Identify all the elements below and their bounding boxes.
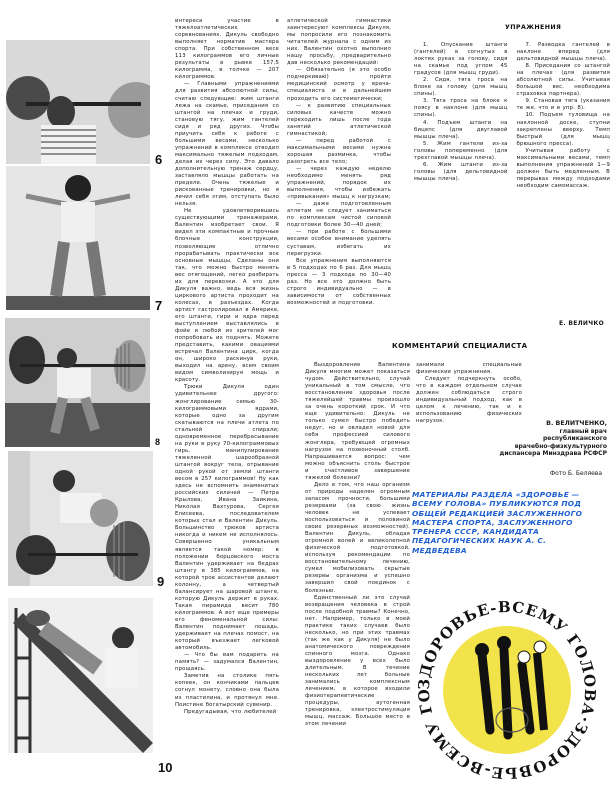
- commentary-paragraph: Следует подчеркнуть особо, что в каждом отдельном случае должен соблюдаться строго индивидуальный подход, как в целом к лечению, так и к использованию физических нагрузок.: [416, 376, 522, 425]
- exercise-item: 7. Разводка гантелей в наклоне вперед (для дельтовидной мышцы плеча).: [516, 42, 610, 63]
- exercises-heading: УПРАЖНЕНИЯ: [505, 24, 562, 31]
- author-signature: Е. ВЕЛИЧКО: [559, 320, 604, 327]
- photo-9-deadlift: [8, 451, 153, 586]
- photo-number-8: 8: [155, 437, 161, 447]
- specialist-role-line: главный врач: [559, 427, 607, 435]
- commentary-paragraph: Единственный ли это случай возвращения человека в строй после подобной травмы? Конечно, нет. Например, только в моей практике таких случаев было несколько, но при этих травмах (так же как у Дикуля) не было анатомического повреждения спинного мозга. Однако выздоровление у всех было длительным. В течение нескольких лет больные занимались комплексным лечением, в которое входили физиотерапевтические процедуры, аутогенная тренировка, электростимуляция мышц, массаж. Большое место в этом лечении: [305, 594, 410, 728]
- specialist-role-line: врачебно-физкультурного: [514, 442, 607, 450]
- editorial-note: МАТЕРИАЛЫ РАЗДЕЛА «ЗДОРОВЬЕ — ВСЕМУ ГОЛОВА» ПУБЛИКУЮТСЯ ПОД ОБЩЕЙ РЕДАКЦИЕЙ ЗАСЛУЖЕННОГО МАСТЕРА СПОРТА, ЗАСЛУЖЕННОГО ТРЕНЕРА СССР, КАНДИДАТА ПЕДАГОГИЧЕСКИХ НАУК А. С. МЕДВЕДЕВА: [412, 490, 583, 555]
- article-paragraph: — Обязательно (я это особо подчеркиваю) пройти медицинский осмотр у врача-специалиста и в дальнейшем проходить его систематически;: [287, 67, 391, 102]
- exercise-item: 4. Подъем штанги на бицепс (для двуглавой мышцы плеча).: [414, 119, 508, 140]
- commentary-paragraph: Выздоровление Валентина Дикуля многим может показаться чудом. Действительно, случай уникальный в том смысле, что восстановление здоровья после тяжелейшей травмы произошло за очень короткий срок. И что еще удивительно: Дикуль не только сумел быстро победить недуг, но и овладел новой для себя профессией силового жонглера, требующей огромных нагрузок на позвоночный столб. Напрашивается вопрос: чем можно объяснить столь быстрое и счастливое завершение тяжелой болезни?: [305, 362, 410, 481]
- commentary-column-b: [416, 362, 522, 425]
- photo-10-incline-situp: [8, 598, 153, 753]
- article-paragraph: Трюки Дикуля один удивительнее другого: жонглирование семью 30-килограммовыми ядрами, которые одно за другим скатываются на плечи атлета по стальной спирали; одновременное перебрасывание на руки в руку 70-килограммовых гирь, манипулирование тяжеленной шарообразной штангой вокруг тела, отрывание одной рукой от земли штанги весом в 257 килограммов! Ну как здесь не вспомнить знаменитых российских силачей — Петра Крылова, Ивана Заикина, Николая Вахтурова, Сергея Елисеева, последователем которых стал и Валентин Дикуль. Большинство трюков артиста никогда и никем не исполнялось. Совершенно уникальным является такой номер: в положении борцовского моста Валентин удерживает на бедрах штангу в 385 килограммов, на которой трое ассистентов делают колонну, а четвертый балансирует на шаровой штанге, которую Дикуль держит в руках. Такая пирамида весит 780 килограммов. А вот еще примеры его феноменальной силы: Валентин поднимает лошадь, удерживает на плечах помост, на который въезжает легковой автомобиль.: [175, 384, 279, 652]
- article-paragraph: — Главными упражнениями для развития абсолютной силы, считаю следующие: жим штанги лежа на скамье, приседания со штангой на плечах и груди, становую тягу, жим гантелей сидя и ряд других. Чтобы приучить себя к работе с большими весами, несколько упражнений в комплексе отводил максимально тяжелым подходам, делая их через силу. Это давало дополнительную тренаж сердцу, заставляло мышцы работать на пределе. Очень тяжелые и рискованные тренировки, но я лечил себя этим, отступать было нельзя.: [175, 81, 279, 208]
- article-paragraph: атлетической гимнастики заинтересуют комплексы Дикуля, мы попросили его познакомить читателей журнала с одним из них. Валентин охотно выполнил нашу просьбу, предварительно дав несколько рекомендаций:: [287, 18, 391, 67]
- photo-7-standing: [6, 166, 150, 310]
- commentary-paragraph: Дело в том, что наш организм от природы наделен огромным запасом прочности, большими резервами (за свою жизнь человек не успевает воспользоваться и половиной своих резервных возможностей). Валентин Дикуль, обладая огромной волей и великолепной физической подготовкой, используя рекомендации по восстановительному лечению, сумел мобилизовать скрытые резервы организма и успешно завершил свой поединок с болезнью.: [305, 481, 410, 594]
- specialist-role-line: диспансера Минздрава РСФСР: [499, 450, 607, 457]
- photo-number-6: 6: [155, 152, 163, 167]
- exercise-item: Учитывая работу с максимальными весами, темп выполнения упражнений 1—9 должен быть медленным. В перерывах между подходами необходим самомассаж.: [516, 147, 610, 189]
- article-paragraph: — к развитию специальных силовых качеств можно переходить лишь после года занятий атлетической гимнастикой;: [287, 102, 391, 137]
- incline-situp-photo-icon: [8, 598, 153, 753]
- specialist-credit: [470, 420, 607, 458]
- squat-heavy-barbell-photo-icon: [5, 318, 150, 447]
- article-paragraph: — через каждую неделю необходимо менять ряд упражнений, порядок их выполнения, чтобы избежать «привыкания» мышц к нагрузкам;: [287, 165, 391, 201]
- exercises-column: [414, 42, 610, 332]
- photo-number-10: 10: [158, 760, 173, 775]
- article-paragraph: Предугадывая, что любителей: [184, 708, 277, 715]
- photo-6-barbell-squat: [6, 40, 150, 164]
- exercise-item: 3. Тяга троса на блоке к поясу в наклоне (для мышц спины).: [414, 98, 508, 119]
- exercise-item: 9. Становая тяга (указания те же, что и в упр. 8).: [516, 98, 610, 112]
- commentary-paragraph: занимали специальные физические упражнения.: [416, 362, 522, 376]
- exercise-item: 5. Жим гантели из-за головы попеременно (для трехглавой мышцы плеча).: [414, 140, 508, 161]
- photo-number-7: 7: [155, 298, 163, 313]
- deadlift-photo-icon: [8, 451, 153, 586]
- exercise-item: 2. Сидя, тяга троса на блоке за голову (для мышц спины).: [414, 77, 508, 98]
- exercise-item: 10. Подъем туловища на наклонной доске, ступни закреплены вверху. Темп быстрый (для мышц брюшного пресса).: [516, 112, 610, 147]
- article-paragraph: Все упражнения выполняются в 5 подходах по 6 раз. Для мышц пресса — 3 подхода по 30—40 раз. Но все это должно быть строго индивидуально — в зависимости от собственных возможностей и подготовки.: [287, 257, 391, 306]
- standing-overhead-photo-icon: [6, 166, 150, 310]
- barbell-squat-photo-icon: [6, 40, 150, 164]
- emblem-ring-text: ЗДОРОВЬЕ-ВСЕМУ ГОЛОВА·ЗДОРОВЬЕ-ВСЕМУ ГО: [414, 597, 600, 783]
- article-paragraph: — перед работой с максимальными весами нужна хорошая разминка, чтобы разогреть все тело;: [287, 137, 391, 165]
- article-paragraph: — даже подготовленным атлетам не следует заниматься по комплексам чистой силовой подготовки более 30—40 дней;: [287, 201, 391, 229]
- emblem-figures-icon: [412, 595, 602, 785]
- commentary-heading: КОММЕНТАРИЙ СПЕЦИАЛИСТА: [392, 342, 528, 350]
- article-column-2: [287, 18, 391, 307]
- photo-credit: Фото Б. Беляева: [550, 470, 602, 477]
- exercise-item: 1. Опускание штанги (гантелей) в согнутых в локтях руках за голову, сидя на скамье под углом 45 градусов (для мышц груди).: [414, 42, 508, 77]
- photo-8-heavy-squat: [5, 318, 150, 447]
- article-paragraph: Не удовлетворившись существующими тренажерами, Валентин изобретает свои. Я видел эти компактные и прочные блочные конструкции, позволяющие отлично прорабатывать практически все основные мышцы. Сделаны они так, что можно быстро менять вес отягощений, легко разбирать их для перевозки. А это для Дикуля важно, ведь вся жизнь циркового артиста проходит на колесах, в разъездах. Когда артист гастролировал в Америке, его штанги, гири и ядра перед выступлением выставлялись в фойе и любой из зрителей мог попробовать их поднять. Можете представить, какими овациями встречал Валентина цирк, когда он, широко раскинув руки, выходил на арену, всем своим видом символизируя мощь и красоту.: [175, 208, 279, 384]
- article-paragraph: Заметив на столике пять копеек, он кончиками пальцев согнул монету, словно она была из пластилина, и протянул мне. Поистине богатырский сувенир.: [175, 673, 279, 708]
- article-paragraph: — Что бы вам подарить на память? — задумался Валентин, прощаясь.: [175, 652, 279, 673]
- article-paragraph: — при работе с большими весами особое внимание уделять суставам, избегать их перегрузки.: [287, 229, 391, 257]
- article-paragraph: интереса участие в тяжелоатлетических соревнованиях. Дикуль свободно выполняет норматив мастера спорта. При собственном весе 113 килограммов его личные результаты в рывке 157,5 килограмма, в толчке — 207 килограммов.: [175, 18, 279, 81]
- health-section-emblem: [412, 595, 602, 785]
- exercise-item: 8. Приседания со штангой на плечах (для развития абсолютной силы. Учитывая большой вес, необходима страховка партнера).: [516, 63, 610, 98]
- article-column-1: [175, 18, 279, 716]
- specialist-role-line: республиканского: [542, 435, 607, 442]
- specialist-name: В. ВЕЛИТЧЕНКО,: [546, 420, 607, 427]
- exercise-item: 6. Жим штанги из-за головы (для дельтовидной мышцы плеча).: [414, 161, 508, 182]
- photo-number-9: 9: [157, 574, 165, 589]
- commentary-column-a: [305, 362, 410, 728]
